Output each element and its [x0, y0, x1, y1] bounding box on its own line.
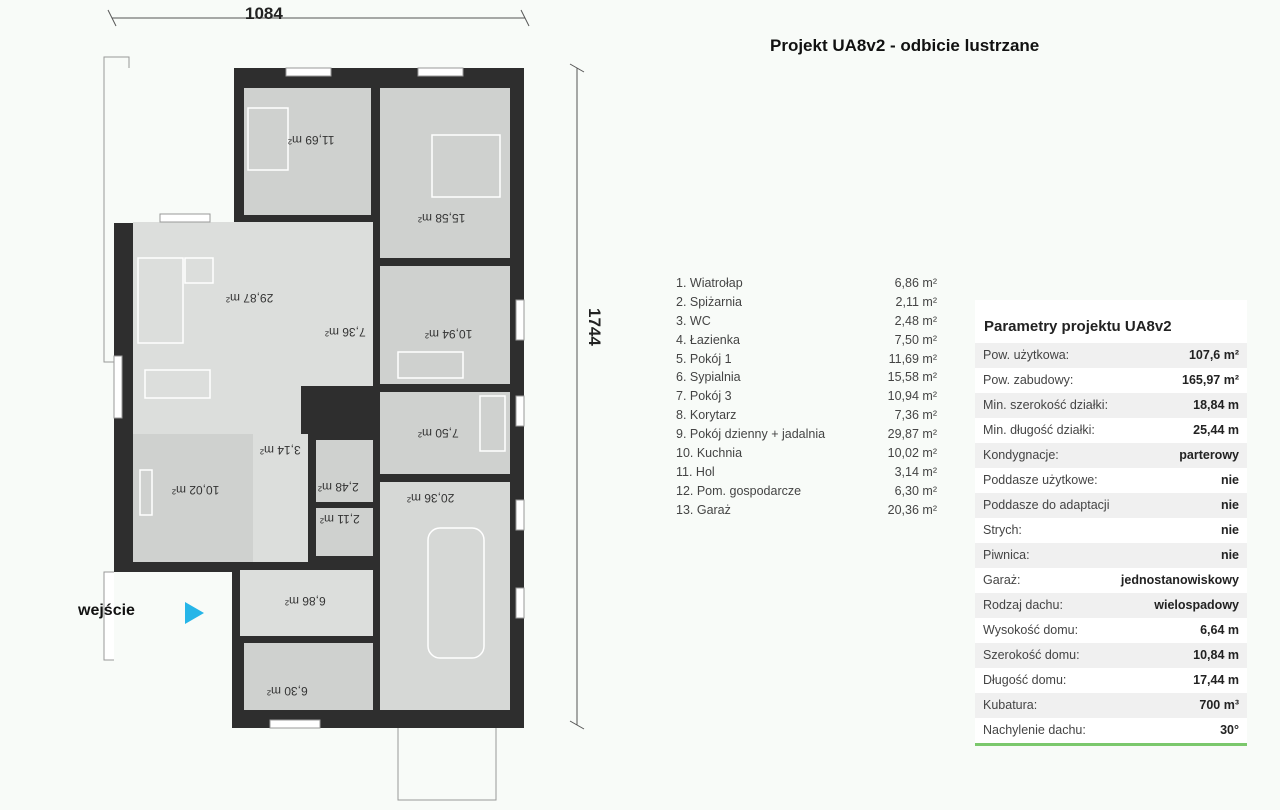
- room-sypialnia: [380, 88, 510, 258]
- room-pokoj3: [380, 266, 510, 384]
- table-row: Strych: nie: [983, 523, 1239, 537]
- list-item: 5. Pokój 1 11,69 m²: [676, 351, 937, 366]
- params-title: Parametry projektu UA8v2: [984, 318, 1172, 335]
- area-dzienny: 29,87 m²: [226, 291, 274, 305]
- list-item: 6. Sypialnia 15,58 m²: [676, 370, 937, 385]
- list-item: 8. Korytarz 7,36 m²: [676, 408, 937, 423]
- room-list: [672, 274, 937, 520]
- room-dzienny: [133, 222, 301, 434]
- table-row: Poddasze użytkowe: nie: [983, 473, 1239, 487]
- list-item: 7. Pokój 3 10,94 m²: [676, 389, 937, 404]
- area-pokoj1: 11,69 m²: [288, 133, 335, 147]
- room-kuchnia: [133, 434, 253, 562]
- list-item: 10. Kuchnia 10,02 m²: [676, 446, 937, 461]
- area-wc: 2,48 m²: [318, 480, 359, 494]
- table-row: Kondygnacje: parterowy: [975, 443, 1247, 468]
- page-title: Projekt UA8v2 - odbicie lustrzane: [770, 36, 1040, 55]
- area-sypialnia: 15,58 m²: [418, 211, 466, 225]
- list-item: 2. Spiżarnia 2,11 m²: [676, 294, 937, 309]
- area-kuchnia: 10,02 m²: [172, 483, 220, 497]
- list-item: 13. Garaż 20,36 m²: [676, 502, 937, 517]
- area-wiatrolap: 6,86 m²: [285, 594, 326, 608]
- table-row: Piwnica: nie: [975, 543, 1247, 568]
- table-row: Garaż: jednostanowiskowy: [983, 573, 1239, 587]
- width-dimension-line: [108, 10, 529, 26]
- area-pokoj3: 10,94 m²: [425, 327, 473, 341]
- area-gospodarcze: 6,30 m²: [267, 684, 308, 698]
- table-row: Pow. użytkowa: 107,6 m²: [975, 343, 1247, 368]
- table-row: Pow. zabudowy: 165,97 m²: [983, 373, 1239, 387]
- room-gospodarcze: [244, 643, 373, 710]
- area-spizarnia: 2,11 m²: [320, 512, 360, 526]
- width-label: 1084: [245, 4, 283, 23]
- room-pokoj1: [244, 88, 371, 215]
- list-item: 3. WC 2,48 m²: [676, 313, 937, 328]
- length-dimension-line: [570, 64, 584, 729]
- area-hol: 3,14 m²: [260, 443, 301, 457]
- list-item: 4. Łazienka 7,50 m²: [676, 332, 937, 347]
- table-row: Rodzaj dachu: wielospadowy: [975, 593, 1247, 618]
- table-row: Min. długość działki: 25,44 m: [983, 423, 1239, 437]
- table-row: Wysokość domu: 6,64 m: [983, 623, 1239, 637]
- entrance-label: wejście: [78, 602, 135, 619]
- list-item: 12. Pom. gospodarcze 6,30 m²: [676, 483, 937, 498]
- list-item: 1. Wiatrołap 6,86 m²: [676, 276, 937, 290]
- table-row: Szerokość domu: 10,84 m: [975, 643, 1247, 668]
- list-item: 11. Hol 3,14 m²: [676, 464, 937, 479]
- params-table: [975, 343, 1247, 743]
- table-row: Min. szerokość działki: 18,84 m: [975, 393, 1247, 418]
- accent-underline: [975, 743, 1247, 746]
- table-row: Długość domu: 17,44 m: [983, 673, 1239, 687]
- table-row: Nachylenie dachu: 30°: [983, 723, 1239, 737]
- area-garaz: 20,36 m²: [407, 491, 455, 505]
- room-garaz: [380, 482, 510, 710]
- table-row: Kubatura: 700 m³: [975, 693, 1247, 718]
- area-lazienka: 7,50 m²: [418, 426, 459, 440]
- params-panel: [975, 300, 1247, 746]
- room-korytarz: [301, 222, 373, 386]
- table-row: Poddasze do adaptacji nie: [975, 493, 1247, 518]
- area-korytarz: 7,36 m²: [325, 325, 366, 339]
- length-label: 1744: [585, 308, 604, 346]
- list-item: 9. Pokój dzienny + jadalnia 29,87 m²: [676, 427, 937, 442]
